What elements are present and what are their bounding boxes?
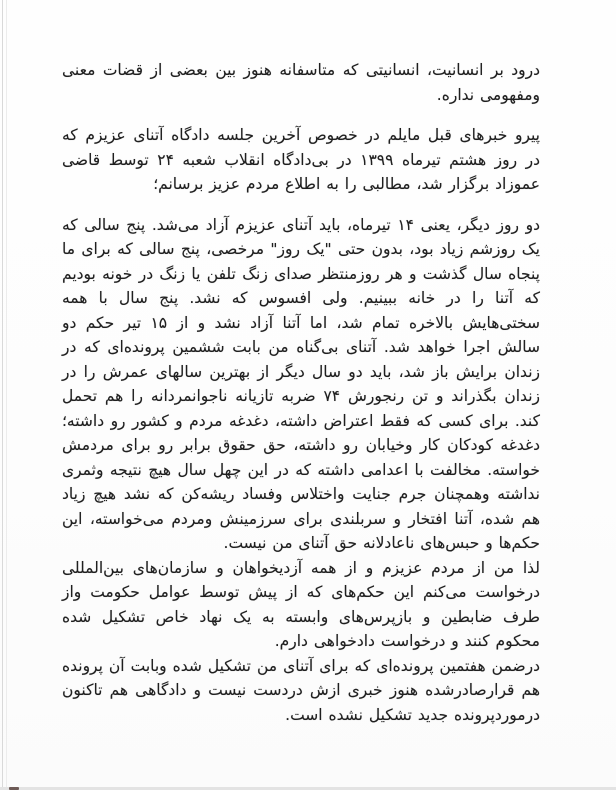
- letter-body: [62, 58, 540, 727]
- paragraph-court-session-intro: پیرو خبرهای قبل مایلم در خصوص آخرین جلسه دادگاه آتنای عزیزم که در روز هشتم تیرماه ۱۳۹۹ در بی‌دادگاه انقلاب شعبه ۲۴ توسط قاضی عموزاد برگزار شد، مطالبی را به اطلاع مردم عزیز برسانم؛: [62, 126, 540, 193]
- paragraph-greeting: درود بر انسانیت، انسانیتی که متاسفانه هنوز بین بعضی از قضات معنی ومفهومی نداره.: [62, 61, 540, 104]
- page-left-edge-line: [2, 0, 3, 790]
- paragraph-seventh-case-note: درضمن هفتمین پرونده‌ای که برای آتنای من تشکیل شده وبابت آن پرونده هم قرارصادرشده هنوز خبری ازش دردست نیست و دادگاهی هم تاکنون درموردپرونده جدید تشکیل نشده است.: [62, 656, 540, 724]
- page-left-edge-line-2: [6, 0, 7, 790]
- paragraph-appeal-request: لذا من از مردم عزیزم و از همه آزدیخواهان و سازمان‌های بین‌المللی درخواست می‌کنم این حکم‌های که از پیش توسط عوامل حکومت واز طرف ضابطین و بازپرس‌های وابسته به یک نهاد خاص تشکیل شده محکوم کنند و درخواست دادخواهی دارم.: [62, 558, 540, 650]
- paragraph-sentence-details: دو روز دیگر، یعنی ۱۴ تیرماه، باید آتنای عزیزم آزاد می‌شد. پنج سالی که یک روزشم زیاد بود، بدون حتی "یک روز" مرخصی، پنج سالی که برای ما پنجاه سال گذشت و هر روزمنتظر صدای زنگ تلفن یا زنگ در خونه بودیم که آتنا را در خانه ببینیم. ولی افسوس که نشد. پنج سال با همه سختی‌هایش بالاخره تمام شد، اما آتنا آزاد نشد و از ۱۵ تیر حکم دو سالش اجرا خواهد شد. آتنای بی‌گناه من بابت ششمین پرونده‌ای که در زندان برایش باز شد، باید دو سال دیگر از بهترین سالهای عمرش را در زندان بگذراند و تن رنجورش ۷۴ ضربه تازیانه ناجوانمردانه را هم تحمل کند. برای کسی که فقط اعتراض داشته، دغدغه مردم و کشور رو داشته؛ دغدغه کودکان کار وخیابان رو داشته، حق حقوق برابر رو برای مردمش خواسته. مخالفت با اعدامی داشته که در این چهل سال هیچ نتیجه وثمری نداشته وهمچنان جرم جنایت واختلاس وفساد ریشه‌کن که نشد هیچ زیاد هم شده، آتنا افتخار و سربلندی برای سرزمینش ومردم می‌خواسته، این حکم‌ها و حبس‌های ناعادلانه حق آتنای من نیست.: [62, 215, 541, 552]
